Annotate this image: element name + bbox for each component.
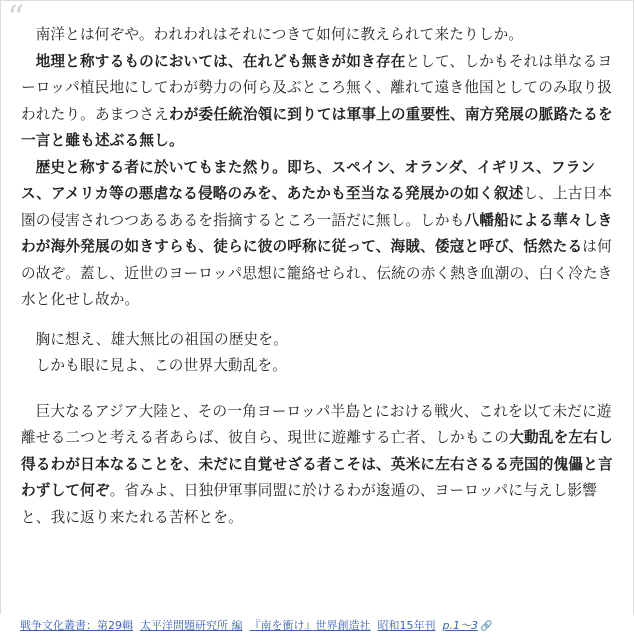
p2-seg: わが委任統治領に到りては軍事上の重要性、南方発展の脈路たるを一言と雖も述ぶる無し。 [21, 105, 613, 149]
source-publisher[interactable]: 世界創造社 [315, 619, 371, 632]
p3-seg: し、上古日本圏の侵害されつつあるあるを指摘するところ一語だに無し。しかも [21, 185, 613, 229]
paragraph-4a [21, 327, 617, 354]
quote-mark-icon: “ [7, 0, 25, 38]
p4-line: 胸に想え、雄大無比の祖国の歴史を。 [35, 330, 288, 348]
p5-seg: 巨大なるアジア大陸と、その一角ヨーロッパ半島とにおける戦火、これを以て未だに遊離せる二つと考える者あらば、彼自ら、現世に遊離する亡者、しかもこの [21, 402, 612, 446]
p3-seg: 歴史と称する者に於いてもまた然り。即ち、スペイン、オランダ、イギリス、フランス、アメリカ等の悪虐なる侵略のみを、あたかも至当なる発展かの如く叙述 [21, 158, 596, 202]
p4-line: しかも眼に見よ、この世界大動乱を。 [35, 357, 288, 374]
paragraph-1 [21, 22, 617, 49]
p3-seg: は何の故ぞ。蓋し、近世のヨーロッパ思想に籠絡せられ、伝統の赤く熱き血潮の、白く冷たき水と化せし故か。 [21, 238, 613, 308]
source-title[interactable]: 『南を衝け』 [249, 619, 316, 632]
source-series[interactable]: 戦争文化叢書：第29輯 [20, 619, 133, 632]
p5-seg: 。省みよ、日独伊軍事同盟に於けるわが逡遁の、ヨーロッパに与えし影響と、我に返り来たれる苦杯とを。 [21, 482, 598, 526]
link-icon[interactable]: 🔗 [479, 621, 493, 632]
source-date[interactable]: 昭和15年刊 [377, 619, 436, 632]
p5-seg: 大動乱を左右し得るわが日本なることを、未だに自覚せざる者こそは、英米に左右さるる売国的傀儡と言わずして何ぞ [21, 429, 613, 499]
quote-body [21, 22, 617, 531]
p3-seg: 八幡船による華々しきわが海外発展の如きすらも、徒らに彼の呼称に従って、海賊、倭寇と呼び、恬然たる [21, 211, 613, 255]
source-citation[interactable] [20, 617, 492, 633]
paragraph-5 [21, 399, 617, 532]
p2-seg: として、しかもそれは単なるヨーロッパ植民地にしてわが勢力の何ら及ぶところ無く、離れて遠き他国としてのみ取り扱われたり。あまつさえ [21, 52, 613, 123]
source-pages[interactable]: p.1〜3 [442, 619, 478, 632]
paragraph-2 [21, 49, 617, 155]
paragraph-4b [21, 353, 617, 380]
p2-seg: 地理と称するものにおいては、在れども無きが如き存在 [35, 52, 406, 70]
paragraph-3 [21, 155, 617, 314]
source-editor[interactable]: 太平洋問題研究所 編 [140, 619, 243, 632]
p1-line: 南洋とは何ぞや。われわれはそれにつきて如何に教えられて来たりしか。 [35, 26, 524, 43]
